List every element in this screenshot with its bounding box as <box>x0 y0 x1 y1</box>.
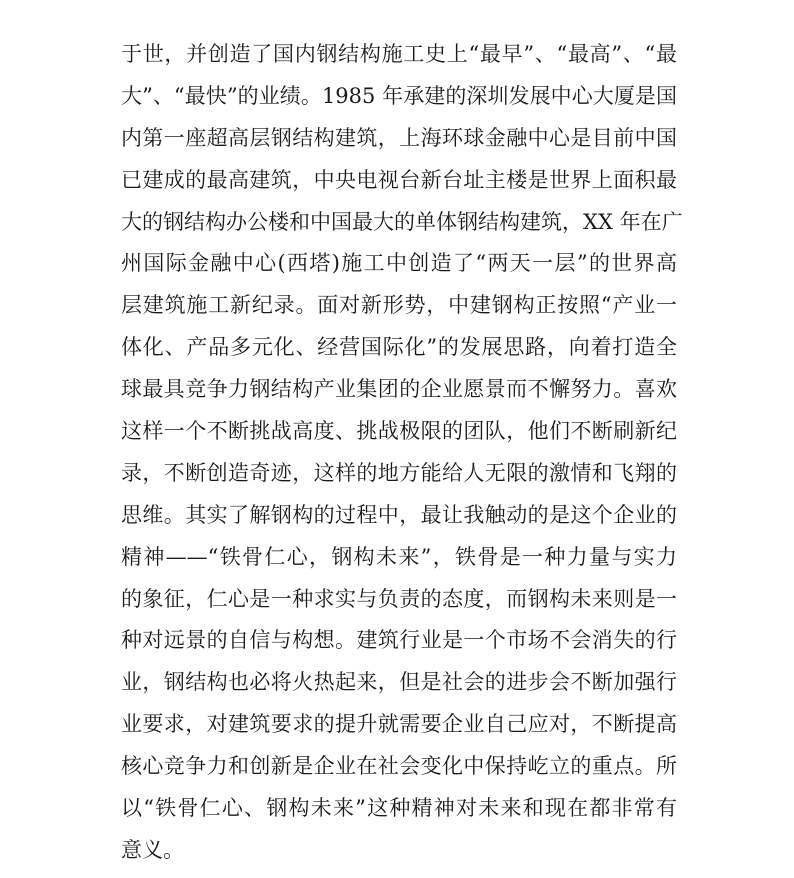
text-line: 录，不断创造奇迹，这样的地方能给人无限的激情和飞翔的 <box>121 460 677 485</box>
text-line: 种对远景的自信与构想。建筑行业是一个市场不会消失的行 <box>121 628 677 653</box>
text-line: 精神——“铁骨仁心，钢构未来”，铁骨是一种力量与实力 <box>121 544 677 569</box>
text-line: 思维。其实了解钢构的过程中，最让我触动的是这个企业的 <box>121 502 677 527</box>
text-line: 业，钢结构也必将火热起来，但是社会的进步会不断加强行 <box>121 670 677 695</box>
text-line: 大”、“最快”的业绩。1985 年承建的深圳发展中心大厦是国 <box>121 83 677 108</box>
text-line: 这样一个不断挑战高度、挑战极限的团队，他们不断刷新纪 <box>121 419 677 444</box>
body-text <box>121 34 683 872</box>
text-line: 内第一座超高层钢结构建筑，上海环球金融中心是目前中国 <box>121 125 677 150</box>
text-line: 于世，并创造了国内钢结构施工史上“最早”、“最高”、“最 <box>121 42 677 66</box>
text-line: 业要求，对建筑要求的提升就需要企业自己应对，不断提高 <box>121 712 677 737</box>
text-line: 球最具竞争力钢结构产业集团的企业愿景而不懈努力。喜欢 <box>121 377 677 402</box>
text-line: 以“铁骨仁心、钢构未来”这种精神对未来和现在都非常有 <box>121 796 677 821</box>
text-line-last: 意义。 <box>121 837 184 862</box>
text-line: 的象征，仁心是一种求实与负责的态度，而钢构未来则是一 <box>121 586 677 611</box>
text-line: 大的钢结构办公楼和中国最大的单体钢结构建筑，XX 年在广 <box>121 209 683 234</box>
text-line: 核心竞争力和创新是企业在社会变化中保持屹立的重点。所 <box>121 754 677 779</box>
text-line: 已建成的最高建筑，中央电视台新台址主楼是世界上面积最 <box>121 167 677 192</box>
text-line: 体化、产品多元化、经营国际化”的发展思路，向着打造全 <box>121 335 677 360</box>
text-line: 层建筑施工新纪录。面对新形势，中建钢构正按照“产业一 <box>121 293 677 318</box>
text-line: 州国际金融中心(西塔)施工中创造了“两天一层”的世界高 <box>121 251 677 276</box>
